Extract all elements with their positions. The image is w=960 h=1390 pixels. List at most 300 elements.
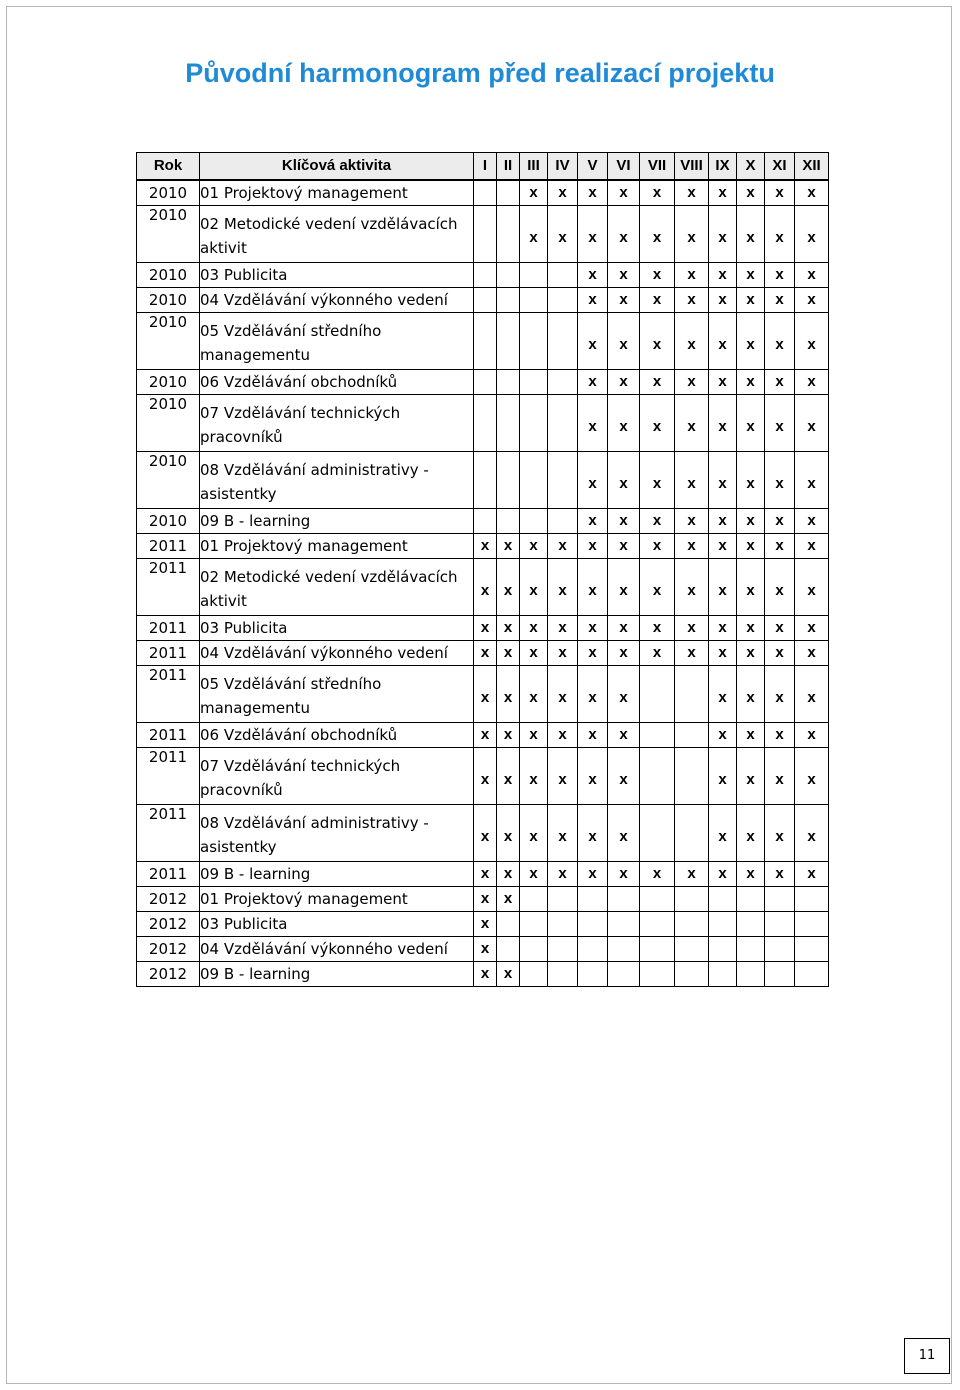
month-mark-cell: x	[795, 615, 829, 640]
month-mark-cell	[709, 886, 737, 911]
month-mark-cell: x	[548, 747, 578, 804]
month-mark-cell	[675, 747, 709, 804]
month-mark-cell: x	[520, 722, 548, 747]
month-mark-cell	[474, 205, 497, 262]
month-mark-cell: x	[548, 533, 578, 558]
month-mark-cell: x	[474, 886, 497, 911]
year-cell: 2012	[137, 961, 200, 986]
month-mark-cell	[497, 287, 520, 312]
month-mark-cell: x	[675, 451, 709, 508]
month-mark-cell	[520, 508, 548, 533]
month-mark-cell: x	[795, 451, 829, 508]
month-mark-cell: x	[795, 665, 829, 722]
month-mark-cell	[640, 911, 675, 936]
schedule-table	[136, 152, 829, 987]
month-mark-cell: x	[709, 287, 737, 312]
month-mark-cell: x	[608, 262, 640, 287]
month-mark-cell: x	[675, 369, 709, 394]
month-mark-cell: x	[709, 615, 737, 640]
month-mark-cell: x	[497, 886, 520, 911]
month-mark-cell	[474, 508, 497, 533]
month-mark-cell: x	[548, 722, 578, 747]
month-mark-cell	[474, 369, 497, 394]
month-mark-cell: x	[474, 961, 497, 986]
table-row	[137, 911, 829, 936]
month-mark-cell: x	[737, 369, 765, 394]
month-mark-cell: x	[520, 747, 548, 804]
activity-cell: 01 Projektový management	[200, 533, 474, 558]
month-mark-cell	[474, 451, 497, 508]
month-mark-cell: x	[578, 722, 608, 747]
month-mark-cell: x	[497, 804, 520, 861]
month-mark-cell: x	[548, 180, 578, 206]
month-mark-cell	[578, 961, 608, 986]
year-cell: 2012	[137, 936, 200, 961]
table-row	[137, 262, 829, 287]
activity-cell: 04 Vzdělávání výkonného vedení	[200, 936, 474, 961]
table-row	[137, 205, 829, 262]
month-mark-cell: x	[497, 640, 520, 665]
month-mark-cell: x	[578, 804, 608, 861]
month-mark-cell: x	[497, 558, 520, 615]
month-mark-cell: x	[578, 205, 608, 262]
month-mark-cell: x	[578, 615, 608, 640]
month-mark-cell: x	[578, 508, 608, 533]
month-mark-cell	[548, 961, 578, 986]
table-row	[137, 665, 829, 722]
month-mark-cell: x	[640, 312, 675, 369]
month-mark-cell	[548, 262, 578, 287]
month-mark-cell	[709, 911, 737, 936]
activity-cell: 09 B - learning	[200, 961, 474, 986]
month-mark-cell: x	[709, 180, 737, 206]
month-mark-cell: x	[497, 861, 520, 886]
month-mark-cell	[474, 180, 497, 206]
month-mark-cell: x	[578, 747, 608, 804]
month-mark-cell: x	[608, 722, 640, 747]
table-row	[137, 804, 829, 861]
year-cell: 2010	[137, 287, 200, 312]
month-mark-cell	[520, 961, 548, 986]
month-mark-cell	[675, 936, 709, 961]
year-cell: 2010	[137, 508, 200, 533]
month-mark-cell: x	[765, 804, 795, 861]
month-mark-cell: x	[737, 205, 765, 262]
month-mark-cell: x	[795, 508, 829, 533]
month-mark-cell: x	[737, 615, 765, 640]
month-mark-cell: x	[520, 861, 548, 886]
month-mark-cell: x	[608, 287, 640, 312]
year-cell: 2011	[137, 747, 200, 804]
month-mark-cell: x	[640, 640, 675, 665]
month-mark-cell: x	[520, 533, 548, 558]
table-row	[137, 312, 829, 369]
header-month: VI	[608, 153, 640, 180]
month-mark-cell: x	[578, 451, 608, 508]
month-mark-cell	[737, 911, 765, 936]
month-mark-cell: x	[709, 804, 737, 861]
month-mark-cell	[765, 911, 795, 936]
month-mark-cell: x	[765, 394, 795, 451]
month-mark-cell: x	[608, 451, 640, 508]
month-mark-cell	[520, 936, 548, 961]
month-mark-cell: x	[640, 369, 675, 394]
month-mark-cell: x	[675, 640, 709, 665]
month-mark-cell	[520, 262, 548, 287]
year-cell: 2011	[137, 804, 200, 861]
header-year: Rok	[137, 153, 200, 180]
month-mark-cell: x	[737, 262, 765, 287]
month-mark-cell	[737, 961, 765, 986]
month-mark-cell	[497, 369, 520, 394]
year-cell: 2011	[137, 558, 200, 615]
month-mark-cell	[640, 936, 675, 961]
month-mark-cell: x	[497, 722, 520, 747]
month-mark-cell: x	[737, 747, 765, 804]
month-mark-cell: x	[795, 640, 829, 665]
month-mark-cell	[497, 394, 520, 451]
month-mark-cell	[640, 961, 675, 986]
month-mark-cell	[497, 451, 520, 508]
month-mark-cell	[765, 961, 795, 986]
activity-cell: 06 Vzdělávání obchodníků	[200, 722, 474, 747]
month-mark-cell	[497, 180, 520, 206]
month-mark-cell: x	[765, 287, 795, 312]
year-cell: 2011	[137, 861, 200, 886]
month-mark-cell: x	[765, 205, 795, 262]
month-mark-cell	[548, 369, 578, 394]
activity-cell: 09 B - learning	[200, 508, 474, 533]
month-mark-cell: x	[737, 722, 765, 747]
month-mark-cell: x	[709, 558, 737, 615]
activity-cell: 04 Vzdělávání výkonného vedení	[200, 287, 474, 312]
month-mark-cell: x	[474, 861, 497, 886]
activity-cell: 08 Vzdělávání administrativy - asistentky	[200, 451, 474, 508]
month-mark-cell: x	[608, 615, 640, 640]
month-mark-cell: x	[608, 508, 640, 533]
activity-cell: 07 Vzdělávání technických pracovníků	[200, 394, 474, 451]
header-month: XII	[795, 153, 829, 180]
month-mark-cell	[675, 886, 709, 911]
month-mark-cell: x	[795, 861, 829, 886]
header-month: I	[474, 153, 497, 180]
month-mark-cell	[548, 394, 578, 451]
month-mark-cell: x	[608, 640, 640, 665]
month-mark-cell: x	[608, 312, 640, 369]
month-mark-cell	[675, 961, 709, 986]
table-row	[137, 394, 829, 451]
month-mark-cell	[578, 911, 608, 936]
month-mark-cell	[640, 886, 675, 911]
month-mark-cell: x	[474, 558, 497, 615]
header-month: IX	[709, 153, 737, 180]
month-mark-cell: x	[765, 558, 795, 615]
table-row	[137, 180, 829, 206]
month-mark-cell	[795, 936, 829, 961]
month-mark-cell: x	[709, 394, 737, 451]
month-mark-cell	[675, 804, 709, 861]
year-cell: 2012	[137, 886, 200, 911]
month-mark-cell: x	[765, 180, 795, 206]
activity-cell: 02 Metodické vedení vzdělávacích aktivit	[200, 205, 474, 262]
header-month: VII	[640, 153, 675, 180]
month-mark-cell: x	[548, 205, 578, 262]
activity-cell: 03 Publicita	[200, 615, 474, 640]
month-mark-cell: x	[765, 665, 795, 722]
month-mark-cell: x	[608, 747, 640, 804]
year-cell: 2012	[137, 911, 200, 936]
month-mark-cell: x	[474, 615, 497, 640]
month-mark-cell	[520, 394, 548, 451]
month-mark-cell: x	[578, 312, 608, 369]
header-month: V	[578, 153, 608, 180]
header-month: II	[497, 153, 520, 180]
month-mark-cell: x	[640, 394, 675, 451]
month-mark-cell	[737, 886, 765, 911]
month-mark-cell: x	[675, 205, 709, 262]
month-mark-cell	[548, 911, 578, 936]
header-month: X	[737, 153, 765, 180]
month-mark-cell: x	[474, 640, 497, 665]
month-mark-cell: x	[765, 369, 795, 394]
month-mark-cell: x	[675, 533, 709, 558]
month-mark-cell: x	[578, 394, 608, 451]
month-mark-cell: x	[520, 615, 548, 640]
month-mark-cell: x	[765, 615, 795, 640]
month-mark-cell: x	[765, 262, 795, 287]
month-mark-cell: x	[765, 861, 795, 886]
month-mark-cell: x	[548, 861, 578, 886]
month-mark-cell	[497, 508, 520, 533]
year-cell: 2010	[137, 205, 200, 262]
month-mark-cell: x	[795, 394, 829, 451]
month-mark-cell: x	[675, 287, 709, 312]
month-mark-cell: x	[709, 451, 737, 508]
month-mark-cell: x	[548, 665, 578, 722]
month-mark-cell: x	[795, 205, 829, 262]
month-mark-cell: x	[578, 262, 608, 287]
month-mark-cell: x	[520, 205, 548, 262]
month-mark-cell: x	[578, 287, 608, 312]
month-mark-cell: x	[737, 533, 765, 558]
month-mark-cell: x	[640, 533, 675, 558]
month-mark-cell: x	[640, 205, 675, 262]
month-mark-cell: x	[795, 804, 829, 861]
month-mark-cell	[497, 911, 520, 936]
month-mark-cell	[497, 936, 520, 961]
month-mark-cell: x	[795, 722, 829, 747]
year-cell: 2011	[137, 533, 200, 558]
month-mark-cell	[548, 287, 578, 312]
month-mark-cell: x	[737, 804, 765, 861]
month-mark-cell	[548, 451, 578, 508]
month-mark-cell: x	[497, 747, 520, 804]
month-mark-cell: x	[578, 640, 608, 665]
month-mark-cell	[675, 665, 709, 722]
month-mark-cell: x	[520, 665, 548, 722]
month-mark-cell: x	[737, 508, 765, 533]
activity-cell: 08 Vzdělávání administrativy - asistentky	[200, 804, 474, 861]
month-mark-cell	[709, 936, 737, 961]
month-mark-cell: x	[548, 615, 578, 640]
activity-cell: 01 Projektový management	[200, 886, 474, 911]
schedule-body	[137, 180, 829, 987]
month-mark-cell	[497, 262, 520, 287]
month-mark-cell: x	[709, 312, 737, 369]
month-mark-cell: x	[640, 558, 675, 615]
table-row	[137, 640, 829, 665]
activity-cell: 03 Publicita	[200, 911, 474, 936]
year-cell: 2010	[137, 394, 200, 451]
activity-cell: 05 Vzdělávání středního managementu	[200, 665, 474, 722]
month-mark-cell: x	[795, 558, 829, 615]
month-mark-cell: x	[737, 451, 765, 508]
month-mark-cell	[675, 722, 709, 747]
month-mark-cell: x	[675, 312, 709, 369]
page-title: Původní harmonogram před realizací projektu	[185, 58, 775, 88]
month-mark-cell: x	[474, 665, 497, 722]
month-mark-cell	[520, 369, 548, 394]
month-mark-cell: x	[795, 180, 829, 206]
month-mark-cell: x	[675, 180, 709, 206]
month-mark-cell: x	[578, 558, 608, 615]
month-mark-cell: x	[737, 287, 765, 312]
month-mark-cell	[548, 312, 578, 369]
month-mark-cell: x	[765, 533, 795, 558]
table-row	[137, 287, 829, 312]
header-month: IV	[548, 153, 578, 180]
activity-cell: 04 Vzdělávání výkonného vedení	[200, 640, 474, 665]
activity-cell: 07 Vzdělávání technických pracovníků	[200, 747, 474, 804]
month-mark-cell: x	[737, 180, 765, 206]
month-mark-cell: x	[795, 287, 829, 312]
month-mark-cell	[795, 911, 829, 936]
month-mark-cell: x	[737, 861, 765, 886]
year-cell: 2010	[137, 451, 200, 508]
month-mark-cell	[497, 312, 520, 369]
table-row	[137, 747, 829, 804]
year-cell: 2010	[137, 262, 200, 287]
table-row	[137, 558, 829, 615]
month-mark-cell	[640, 747, 675, 804]
table-row	[137, 615, 829, 640]
month-mark-cell: x	[608, 558, 640, 615]
month-mark-cell: x	[737, 558, 765, 615]
table-row	[137, 961, 829, 986]
activity-cell: 01 Projektový management	[200, 180, 474, 206]
month-mark-cell: x	[608, 665, 640, 722]
month-mark-cell	[548, 508, 578, 533]
month-mark-cell: x	[520, 180, 548, 206]
month-mark-cell: x	[765, 722, 795, 747]
month-mark-cell: x	[709, 722, 737, 747]
month-mark-cell	[474, 312, 497, 369]
year-cell: 2011	[137, 615, 200, 640]
month-mark-cell: x	[608, 533, 640, 558]
month-mark-cell: x	[640, 180, 675, 206]
year-cell: 2010	[137, 369, 200, 394]
month-mark-cell: x	[548, 804, 578, 861]
month-mark-cell: x	[474, 911, 497, 936]
activity-cell: 03 Publicita	[200, 262, 474, 287]
month-mark-cell	[578, 936, 608, 961]
month-mark-cell	[520, 886, 548, 911]
month-mark-cell	[765, 936, 795, 961]
year-cell: 2011	[137, 722, 200, 747]
month-mark-cell: x	[765, 312, 795, 369]
month-mark-cell: x	[520, 640, 548, 665]
month-mark-cell	[608, 961, 640, 986]
header-row	[137, 153, 829, 180]
month-mark-cell	[520, 287, 548, 312]
month-mark-cell	[737, 936, 765, 961]
month-mark-cell: x	[640, 508, 675, 533]
header-month: XI	[765, 153, 795, 180]
month-mark-cell: x	[765, 451, 795, 508]
month-mark-cell: x	[709, 205, 737, 262]
month-mark-cell: x	[578, 369, 608, 394]
header-month: III	[520, 153, 548, 180]
month-mark-cell: x	[578, 861, 608, 886]
month-mark-cell: x	[548, 640, 578, 665]
year-cell: 2010	[137, 180, 200, 206]
month-mark-cell: x	[709, 262, 737, 287]
table-row	[137, 886, 829, 911]
month-mark-cell: x	[578, 533, 608, 558]
month-mark-cell: x	[709, 369, 737, 394]
month-mark-cell: x	[795, 369, 829, 394]
month-mark-cell: x	[795, 747, 829, 804]
month-mark-cell: x	[474, 804, 497, 861]
month-mark-cell	[640, 665, 675, 722]
month-mark-cell: x	[497, 615, 520, 640]
table-row	[137, 533, 829, 558]
month-mark-cell	[640, 804, 675, 861]
month-mark-cell	[608, 936, 640, 961]
month-mark-cell	[795, 961, 829, 986]
year-cell: 2011	[137, 665, 200, 722]
month-mark-cell	[578, 886, 608, 911]
month-mark-cell	[608, 886, 640, 911]
month-mark-cell: x	[608, 205, 640, 262]
month-mark-cell: x	[709, 533, 737, 558]
month-mark-cell: x	[675, 508, 709, 533]
table-row	[137, 369, 829, 394]
month-mark-cell: x	[578, 180, 608, 206]
month-mark-cell	[675, 911, 709, 936]
table-row	[137, 451, 829, 508]
month-mark-cell	[640, 722, 675, 747]
month-mark-cell: x	[709, 508, 737, 533]
month-mark-cell: x	[520, 558, 548, 615]
month-mark-cell	[765, 886, 795, 911]
month-mark-cell: x	[765, 640, 795, 665]
month-mark-cell: x	[737, 394, 765, 451]
month-mark-cell: x	[474, 533, 497, 558]
month-mark-cell	[709, 961, 737, 986]
activity-cell: 09 B - learning	[200, 861, 474, 886]
month-mark-cell: x	[640, 262, 675, 287]
year-cell: 2011	[137, 640, 200, 665]
month-mark-cell: x	[795, 312, 829, 369]
month-mark-cell: x	[578, 665, 608, 722]
month-mark-cell: x	[608, 369, 640, 394]
month-mark-cell	[474, 394, 497, 451]
year-cell: 2010	[137, 312, 200, 369]
month-mark-cell	[520, 451, 548, 508]
month-mark-cell: x	[675, 861, 709, 886]
month-mark-cell: x	[474, 747, 497, 804]
